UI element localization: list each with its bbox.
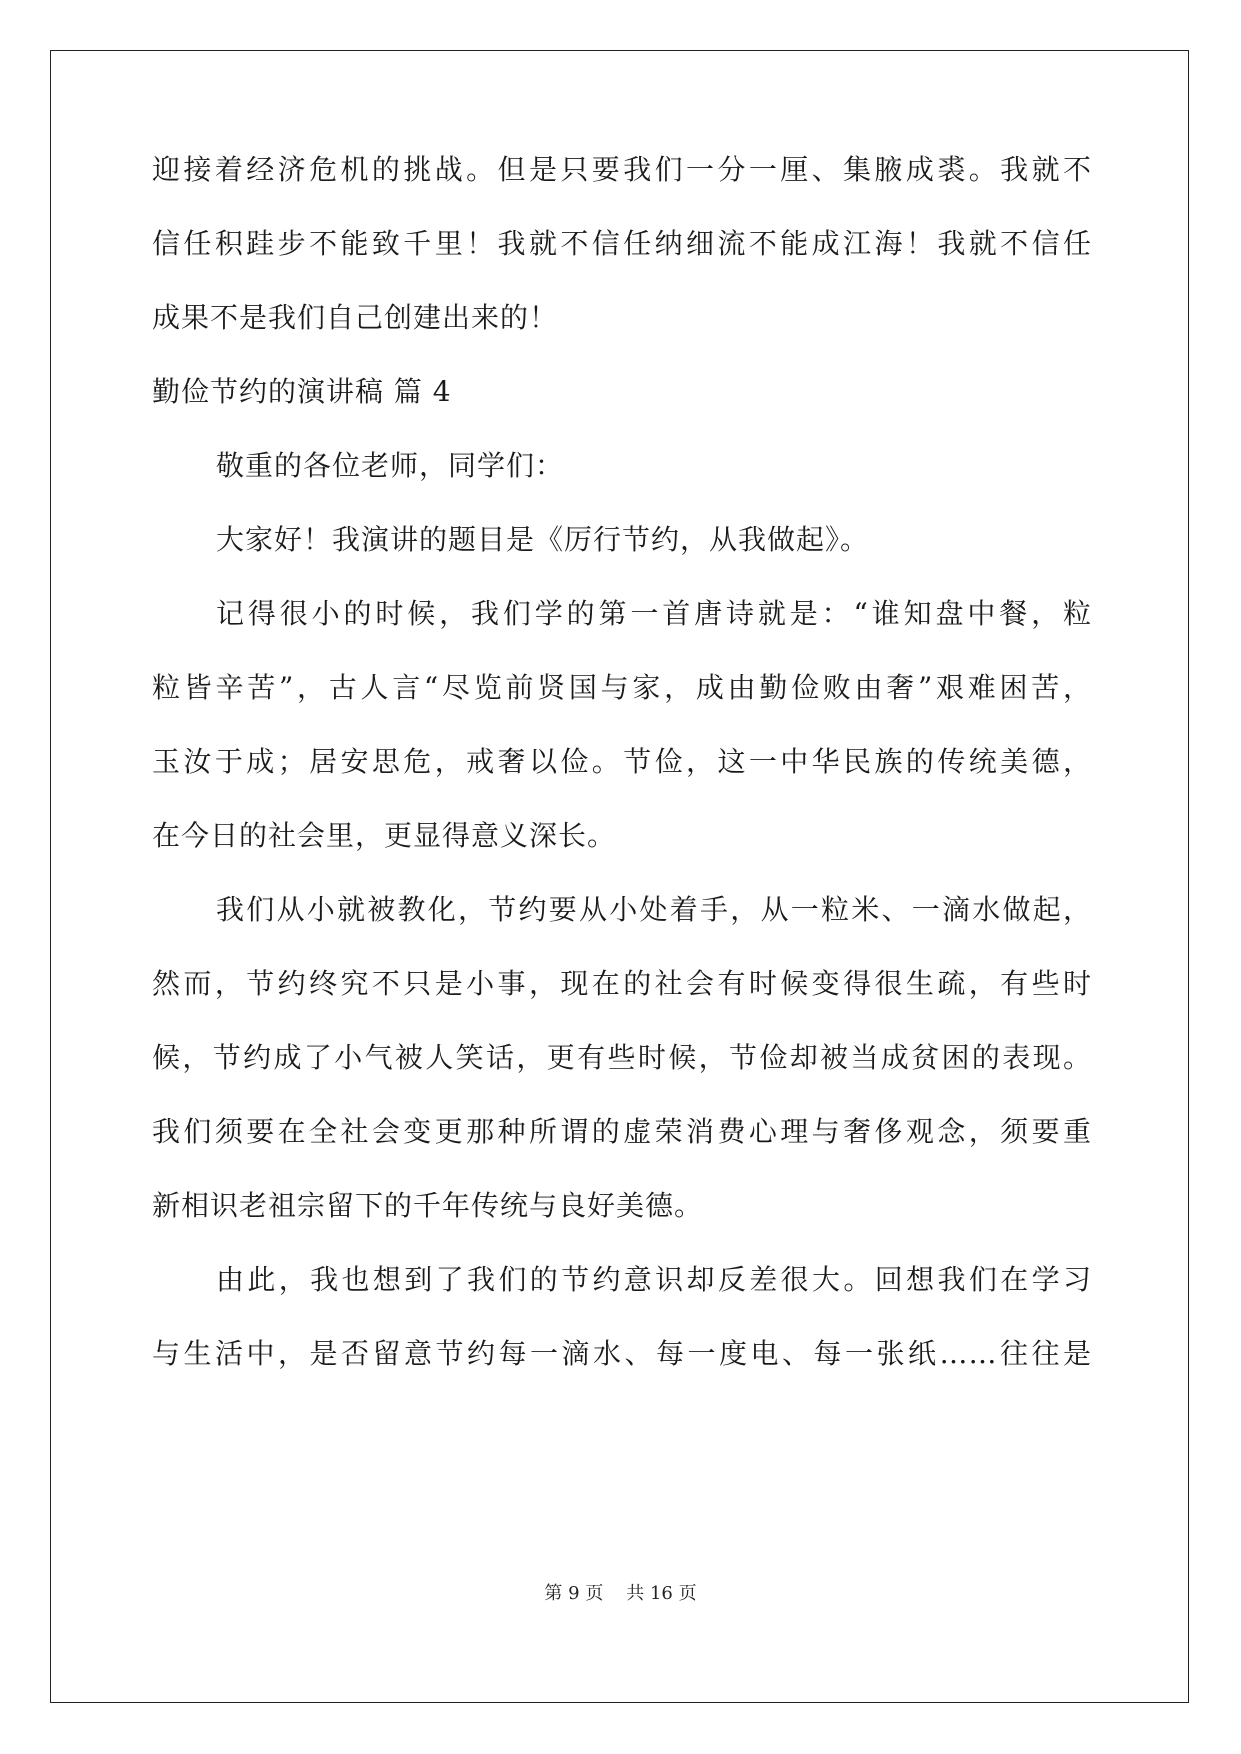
paragraph-line: 候，节约成了小气被人笑话，更有些时候，节俭却被当成贫困的表现。 <box>152 1041 1092 1074</box>
paragraph-line: 由此，我也想到了我们的节约意识却反差很大。回想我们在学习 <box>216 1263 1092 1296</box>
paragraph-line: 在今日的社会里，更显得意义深长。 <box>152 819 617 852</box>
body-line: 成果不是我们自己创建出来的！ <box>152 301 559 334</box>
paragraph-line: 然而，节约终究不只是小事，现在的社会有时候变得很生疏，有些时 <box>152 967 1092 1000</box>
greeting-line: 敬重的各位老师，同学们： <box>216 449 565 482</box>
page-number: 第 9 页 <box>544 1583 604 1604</box>
paragraph-line: 我们须要在全社会变更那种所谓的虚荣消费心理与奢侈观念，须要重 <box>152 1115 1092 1148</box>
body-line: 信任积跬步不能致千里！我就不信任纳细流不能成江海！我就不信任 <box>152 227 1092 260</box>
paragraph-line: 粒皆辛苦”，古人言“尽览前贤国与家，成由勤俭败由奢”艰难困苦， <box>152 671 1092 704</box>
opening-line: 大家好！我演讲的题目是《厉行节约，从我做起》。 <box>216 523 870 556</box>
paragraph-line: 记得很小的时候，我们学的第一首唐诗就是：“谁知盘中餐，粒 <box>216 597 1092 630</box>
paragraph-line: 与生活中，是否留意节约每一滴水、每一度电、每一张纸……往往是 <box>152 1337 1092 1370</box>
paragraph-line: 玉汝于成；居安思危，戒奢以俭。节俭，这一中华民族的传统美德， <box>152 745 1092 778</box>
paragraph-line: 新相识老祖宗留下的千年传统与良好美德。 <box>152 1189 704 1222</box>
section-heading: 勤俭节约的演讲稿 篇 4 <box>152 375 452 408</box>
page-footer <box>0 1582 1241 1606</box>
body-line: 迎接着经济危机的挑战。但是只要我们一分一厘、集腋成裘。我就不 <box>152 153 1092 186</box>
paragraph-line: 我们从小就被教化，节约要从小处着手，从一粒米、一滴水做起， <box>216 893 1092 926</box>
page-total: 共 16 页 <box>626 1583 697 1604</box>
